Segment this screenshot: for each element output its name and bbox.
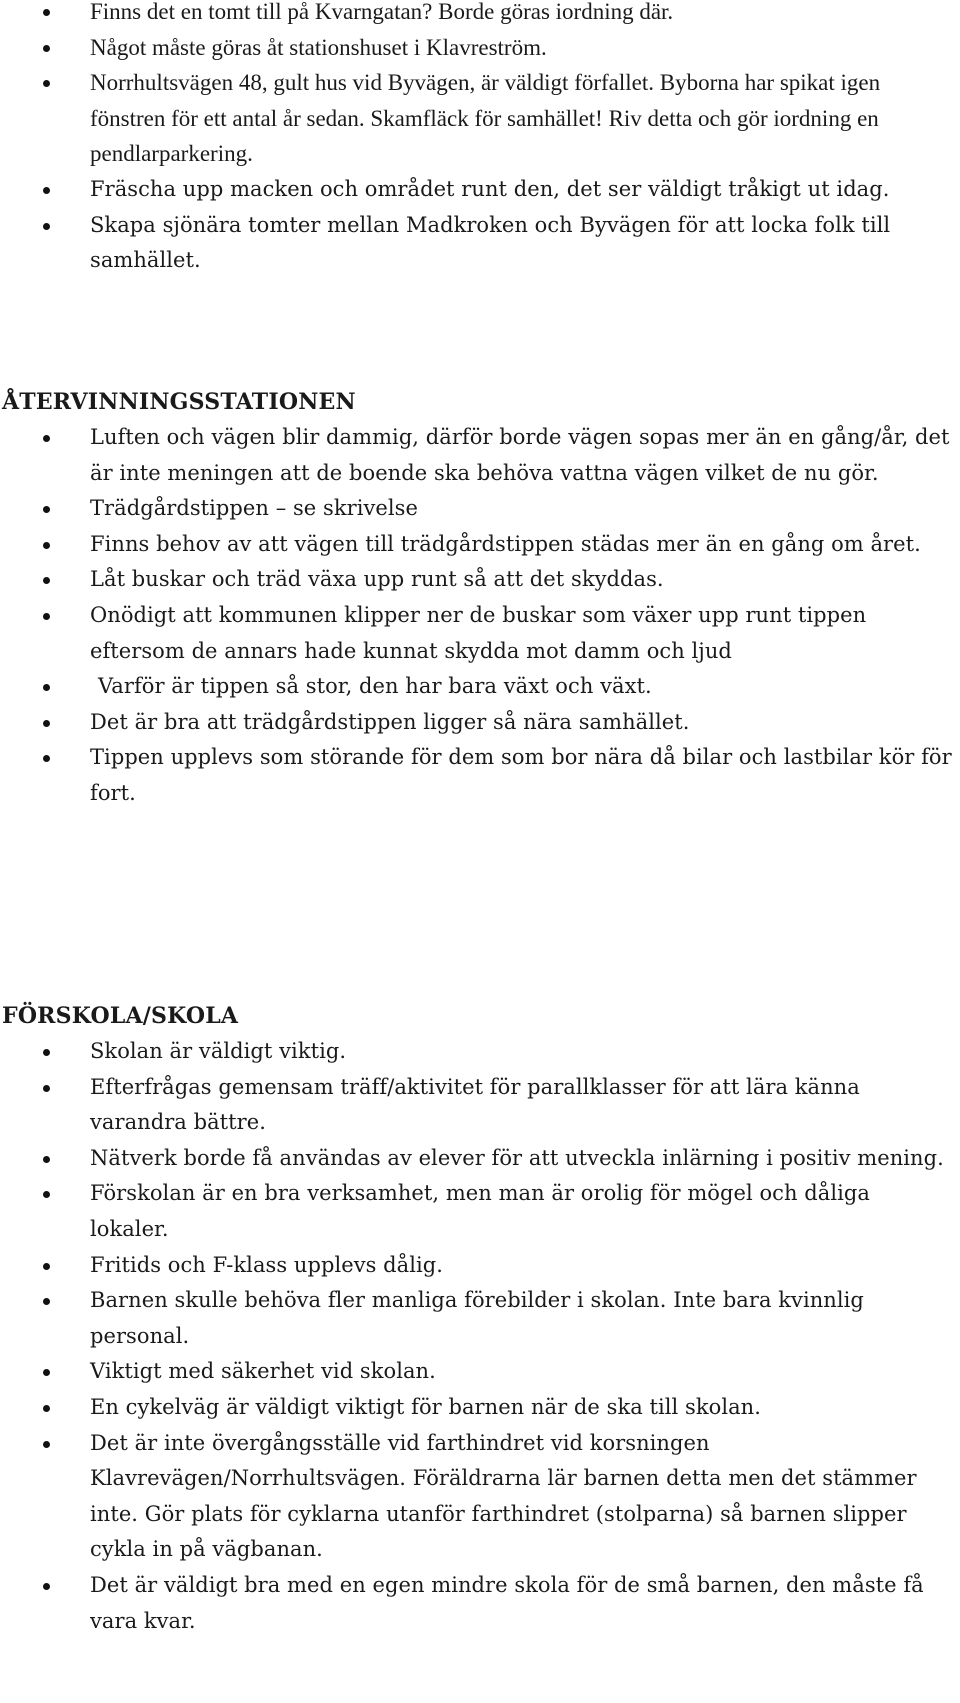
list-item: Fräscha upp macken och området runt den, det ser väldigt tråkigt ut idag. bbox=[0, 172, 960, 208]
list-item: Skapa sjönära tomter mellan Madkroken och Byvägen för att locka folk till samhället. bbox=[0, 208, 960, 279]
list-item: Fritids och F-klass upplevs dålig. bbox=[0, 1248, 960, 1284]
bullet-icon bbox=[43, 755, 50, 762]
bullet-icon bbox=[43, 1156, 50, 1163]
list-item: Det är väldigt bra med en egen mindre skola för de små barnen, den måste få vara kvar. bbox=[0, 1568, 960, 1639]
list-item: Onödigt att kommunen klipper ner de buskar som växer upp runt tippen eftersom de annars hade kunnat skydda mot damm och ljud bbox=[0, 598, 960, 669]
bullet-icon bbox=[43, 613, 50, 620]
list-item: Luften och vägen blir dammig, därför borde vägen sopas mer än en gång/år, det är inte meningen att de boende ska behöva vattna vägen vilket de nu gör. bbox=[0, 420, 960, 491]
bullet-icon bbox=[43, 80, 50, 87]
list-item: Trädgårdstippen – se skrivelse bbox=[0, 491, 960, 527]
bullet-icon bbox=[43, 187, 50, 194]
bullet-icon bbox=[43, 506, 50, 513]
bullet-icon bbox=[43, 1405, 50, 1412]
bullet-icon bbox=[43, 1191, 50, 1198]
bullet-icon bbox=[43, 1263, 50, 1270]
bullet-icon bbox=[43, 684, 50, 691]
list-item: Tippen upplevs som störande för dem som bor nära då bilar och lastbilar kör för fort. bbox=[0, 740, 960, 811]
list-item: Viktigt med säkerhet vid skolan. bbox=[0, 1354, 960, 1390]
school-list bbox=[0, 1034, 960, 1639]
list-item: Finns behov av att vägen till trädgårdstippen städas mer än en gång om året. bbox=[0, 527, 960, 563]
list-item: Efterfrågas gemensam träff/aktivitet för parallklasser för att lära känna varandra bättre. bbox=[0, 1070, 960, 1141]
list-item: Det är inte övergångsställe vid farthindret vid korsningen Klavrevägen/Norrhultsvägen. Föräldrarna lär barnen detta men det stämmer inte. Gör plats för cyklarna utanför farthindret (stolparna) så barnen slipper cykla in på vägbanan. bbox=[0, 1426, 960, 1568]
bullet-icon bbox=[43, 577, 50, 584]
bullet-icon bbox=[43, 1049, 50, 1056]
bullet-icon bbox=[43, 1085, 50, 1092]
section-heading: FÖRSKOLA/SKOLA bbox=[2, 1003, 239, 1029]
bullet-icon bbox=[43, 720, 50, 727]
list-item: En cykelväg är väldigt viktigt för barnen när de ska till skolan. bbox=[0, 1390, 960, 1426]
recycling-list bbox=[0, 420, 960, 812]
list-item: Det är bra att trädgårdstippen ligger så nära samhället. bbox=[0, 705, 960, 741]
list-item: Förskolan är en bra verksamhet, men man är orolig för mögel och dåliga lokaler. bbox=[0, 1176, 960, 1247]
bullet-icon bbox=[43, 542, 50, 549]
intro-list bbox=[0, 0, 960, 279]
bullet-icon bbox=[43, 1441, 50, 1448]
section-heading: ÅTERVINNINGSSTATIONEN bbox=[2, 389, 356, 415]
bullet-icon bbox=[43, 9, 50, 16]
bullet-icon bbox=[43, 1369, 50, 1376]
bullet-icon bbox=[43, 45, 50, 52]
bullet-icon bbox=[43, 1583, 50, 1590]
list-item: Skolan är väldigt viktig. bbox=[0, 1034, 960, 1070]
bullet-icon bbox=[43, 223, 50, 230]
list-item: Något måste göras åt stationshuset i Klavreström. bbox=[0, 30, 960, 66]
bullet-icon bbox=[43, 435, 50, 442]
list-item: Låt buskar och träd växa upp runt så att det skyddas. bbox=[0, 562, 960, 598]
list-item: Finns det en tomt till på Kvarngatan? Borde göras iordning där. bbox=[0, 0, 960, 30]
list-item: Varför är tippen så stor, den har bara växt och växt. bbox=[0, 669, 960, 705]
list-item: Norrhultsvägen 48, gult hus vid Byvägen, är väldigt förfallet. Byborna har spikat igen fönstren för ett antal år sedan. Skamfläck för samhället! Riv detta och gör iordning en pendlarparkering. bbox=[0, 65, 960, 172]
bullet-icon bbox=[43, 1298, 50, 1305]
list-item: Nätverk borde få användas av elever för att utveckla inlärning i positiv mening. bbox=[0, 1141, 960, 1177]
list-item: Barnen skulle behöva fler manliga förebilder i skolan. Inte bara kvinnlig personal. bbox=[0, 1283, 960, 1354]
